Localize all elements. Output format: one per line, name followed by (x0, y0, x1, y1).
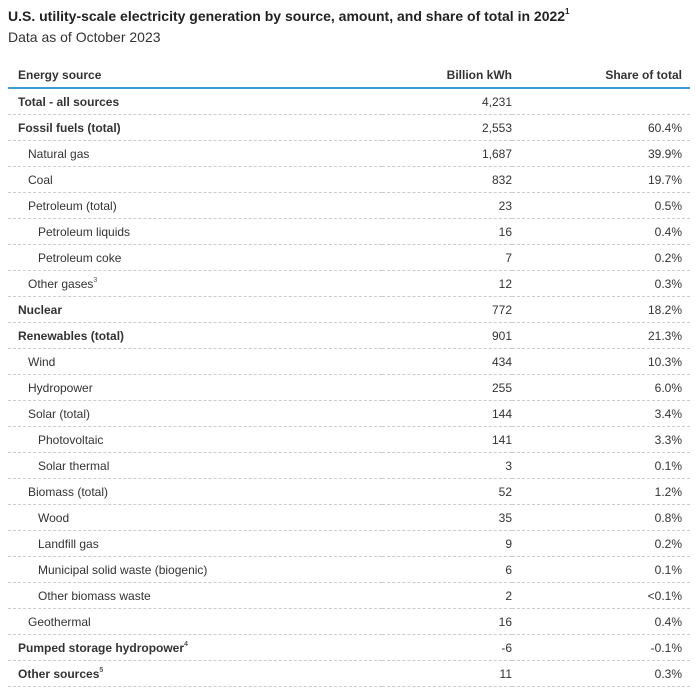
table-row (8, 609, 690, 635)
cell-kwh: 35 (382, 505, 512, 531)
cell-source (8, 88, 382, 115)
source-label: Photovoltaic (38, 432, 104, 447)
cell-share: 60.4% (512, 115, 690, 141)
source-label: Wood (38, 510, 70, 525)
cell-kwh: 901 (382, 323, 512, 349)
cell-share: 0.2% (512, 245, 690, 271)
table-row (8, 219, 690, 245)
cell-share: 39.9% (512, 141, 690, 167)
footnote-marker: 3 (93, 276, 98, 284)
cell-kwh: 434 (382, 349, 512, 375)
cell-kwh: 11 (382, 661, 512, 687)
cell-kwh: 2,553 (382, 115, 512, 141)
cell-share: 0.2% (512, 531, 690, 557)
cell-source (8, 349, 382, 375)
cell-source (8, 375, 382, 401)
cell-source (8, 401, 382, 427)
table-title-text: U.S. utility-scale electricity generation by source, amount, and share of total in 2022 (8, 8, 566, 24)
source-label: Total - all sources (18, 94, 120, 109)
cell-share: 0.4% (512, 609, 690, 635)
cell-share: 0.1% (512, 557, 690, 583)
cell-source (8, 453, 382, 479)
cell-kwh: 832 (382, 167, 512, 193)
cell-share: 0.8% (512, 505, 690, 531)
table-row (8, 271, 690, 297)
cell-share: 18.2% (512, 297, 690, 323)
cell-source (8, 505, 382, 531)
cell-source (8, 141, 382, 167)
cell-kwh: 9 (382, 531, 512, 557)
table-row (8, 193, 690, 219)
table-row (8, 323, 690, 349)
cell-source (8, 661, 382, 687)
table-row (8, 583, 690, 609)
table-row (8, 479, 690, 505)
source-label: Renewables (total) (18, 328, 125, 343)
cell-share: 0.1% (512, 453, 690, 479)
footnote-marker: 5 (99, 666, 104, 674)
cell-kwh: 2 (382, 583, 512, 609)
cell-share: 6.0% (512, 375, 690, 401)
cell-share: 10.3% (512, 349, 690, 375)
cell-source (8, 167, 382, 193)
generation-table (8, 62, 690, 687)
cell-source (8, 583, 382, 609)
cell-source (8, 245, 382, 271)
table-row (8, 557, 690, 583)
table-row (8, 401, 690, 427)
cell-source (8, 479, 382, 505)
source-label: Other sources (18, 666, 100, 681)
cell-share: 0.3% (512, 661, 690, 687)
table-subtitle: Data as of October 2023 (8, 29, 161, 45)
table-header-row (8, 62, 690, 88)
source-label: Petroleum (total) (28, 198, 117, 213)
cell-source (8, 557, 382, 583)
cell-kwh: 16 (382, 219, 512, 245)
cell-kwh: 6 (382, 557, 512, 583)
cell-share: -0.1% (512, 635, 690, 661)
footnote-marker: 4 (184, 640, 188, 648)
column-header-kwh: Billion kWh (382, 62, 512, 88)
source-label: Solar (total) (28, 406, 91, 421)
source-label: Natural gas (28, 146, 90, 161)
cell-source (8, 115, 382, 141)
source-label: Pumped storage hydropower (18, 640, 185, 655)
cell-source (8, 531, 382, 557)
table-row (8, 453, 690, 479)
table-row (8, 349, 690, 375)
cell-source (8, 193, 382, 219)
table-row (8, 167, 690, 193)
source-label: Hydropower (28, 380, 93, 395)
table-row (8, 141, 690, 167)
cell-source (8, 323, 382, 349)
cell-kwh: 4,231 (382, 88, 512, 115)
table-row (8, 88, 690, 115)
table-row (8, 531, 690, 557)
cell-share: 1.2% (512, 479, 690, 505)
source-label: Geothermal (28, 614, 91, 629)
source-label: Coal (28, 172, 53, 187)
table-row (8, 245, 690, 271)
cell-kwh: 23 (382, 193, 512, 219)
table-row (8, 427, 690, 453)
cell-kwh: -6 (382, 635, 512, 661)
cell-share: 19.7% (512, 167, 690, 193)
cell-source (8, 609, 382, 635)
table-body (8, 88, 690, 687)
source-label: Nuclear (18, 302, 63, 317)
cell-share: 0.4% (512, 219, 690, 245)
cell-share: <0.1% (512, 583, 690, 609)
cell-share (512, 88, 690, 115)
source-label: Wind (28, 354, 56, 369)
source-label: Biomass (total) (28, 484, 109, 499)
cell-source (8, 271, 382, 297)
table-row (8, 375, 690, 401)
cell-kwh: 7 (382, 245, 512, 271)
source-label: Petroleum liquids (38, 224, 131, 239)
table-row (8, 661, 690, 687)
cell-kwh: 1,687 (382, 141, 512, 167)
source-label: Petroleum coke (38, 250, 122, 265)
source-label: Landfill gas (38, 536, 99, 551)
column-header-source: Energy source (8, 62, 382, 88)
cell-source (8, 635, 382, 661)
cell-kwh: 52 (382, 479, 512, 505)
column-header-share: Share of total (512, 62, 690, 88)
source-label: Solar thermal (38, 458, 110, 473)
cell-share: 3.4% (512, 401, 690, 427)
cell-kwh: 141 (382, 427, 512, 453)
cell-kwh: 772 (382, 297, 512, 323)
table-row (8, 505, 690, 531)
cell-kwh: 3 (382, 453, 512, 479)
cell-kwh: 12 (382, 271, 512, 297)
source-label: Other gases (28, 276, 94, 291)
cell-kwh: 16 (382, 609, 512, 635)
cell-source (8, 427, 382, 453)
table-row (8, 297, 690, 323)
table-row (8, 635, 690, 661)
cell-source (8, 297, 382, 323)
cell-share: 0.5% (512, 193, 690, 219)
source-label: Other biomass waste (38, 588, 151, 603)
cell-share: 21.3% (512, 323, 690, 349)
cell-share: 3.3% (512, 427, 690, 453)
cell-share: 0.3% (512, 271, 690, 297)
title-footnote: 1 (565, 7, 570, 17)
cell-kwh: 255 (382, 375, 512, 401)
table-title (8, 8, 570, 24)
table-row (8, 115, 690, 141)
source-label: Municipal solid waste (biogenic) (38, 562, 208, 577)
cell-kwh: 144 (382, 401, 512, 427)
cell-source (8, 219, 382, 245)
source-label: Fossil fuels (total) (18, 120, 121, 135)
